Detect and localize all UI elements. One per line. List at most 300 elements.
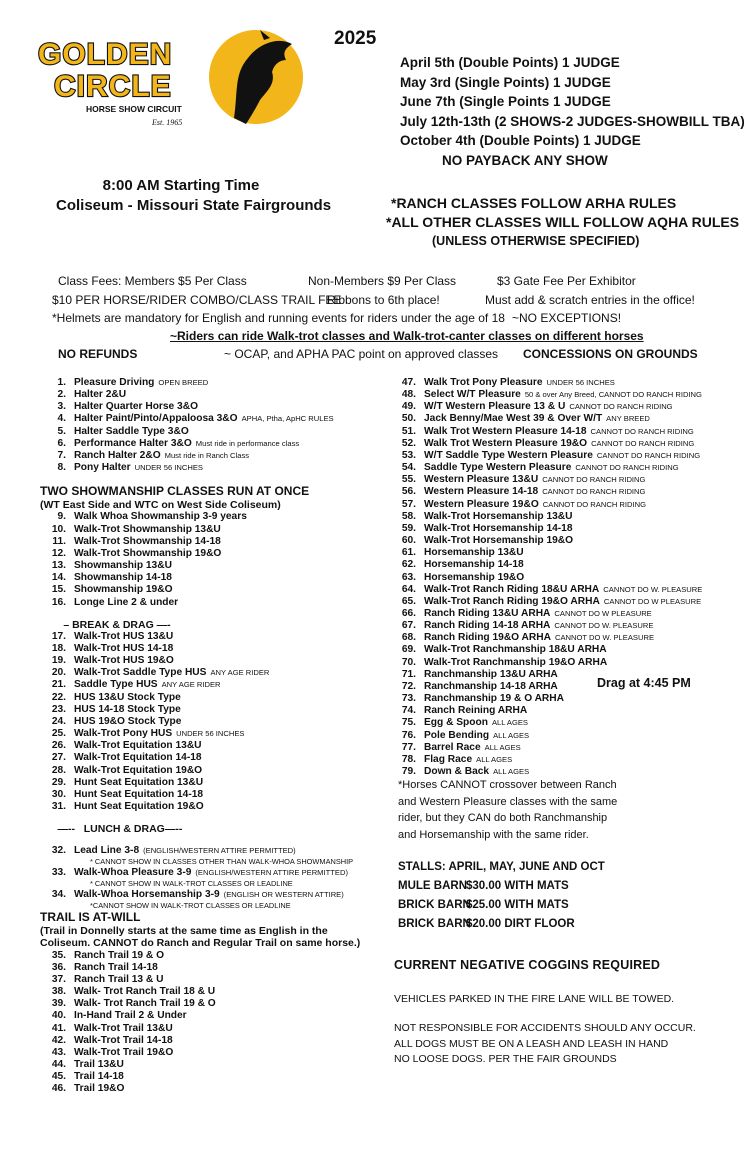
class-name: Walk-Whoa Horsemanship 3-9 xyxy=(74,888,220,900)
class-number: 44. xyxy=(51,1059,66,1070)
class-restriction-note: * CANNOT SHOW IN WALK-TROT CLASSES OR LEADLINE xyxy=(90,879,293,889)
class-name: Walk-Trot Showmanship 19&O xyxy=(74,547,222,559)
class-name: Walk-Trot Trail 19&O xyxy=(74,1046,174,1058)
trail-fee: $10 PER HORSE/RIDER COMBO/CLASS TRAIL FEE xyxy=(52,293,342,307)
class-item xyxy=(38,1059,360,1071)
class-number: 4. xyxy=(57,413,66,425)
class-item xyxy=(38,438,360,450)
class-name: W/T Saddle Type Western Pleasure xyxy=(424,449,593,461)
no-refunds: NO REFUNDS xyxy=(58,347,138,361)
class-note: CANNOT DO RANCH RIDING xyxy=(569,402,673,412)
helmets: *Helmets are mandatory for English and running events for riders under the age of 18 xyxy=(52,311,505,325)
class-number: 62. xyxy=(401,559,416,571)
class-name: Select W/T Pleasure xyxy=(424,389,521,401)
class-number: 74. xyxy=(401,705,416,717)
class-name: Walk-Trot Pony HUS xyxy=(74,728,173,740)
class-number: 37. xyxy=(51,973,66,985)
class-name: Flag Race xyxy=(424,753,473,765)
class-note: ANY AGE RIDER xyxy=(210,668,270,678)
class-item xyxy=(388,450,702,462)
class-item xyxy=(388,742,702,754)
class-item xyxy=(38,667,360,679)
spacer xyxy=(38,609,360,619)
class-number: 25. xyxy=(51,728,66,740)
class-number: 41. xyxy=(51,1022,66,1034)
class-item xyxy=(38,974,360,986)
show-dates xyxy=(400,53,745,170)
date-line: April 5th (Double Points) 1 JUDGE xyxy=(400,55,620,70)
class-name: Walk-Trot Equitation 19&O xyxy=(74,764,203,776)
class-name: Ranch Trail 13 & U xyxy=(74,973,164,985)
class-item xyxy=(388,413,702,425)
class-name: Hunt Seat Equitation 14-18 xyxy=(74,788,204,800)
class-note: ANY AGE RIDER xyxy=(161,680,221,690)
class-name: Walk Trot Western Pleasure 19&O xyxy=(424,437,588,449)
class-name: HUS 13&U Stock Type xyxy=(74,691,181,703)
class-note: CANNOT DO RANCH RIDING xyxy=(596,450,701,460)
class-restriction-note: * CANNOT SHOW IN CLASSES OTHER THAN WALK-WHOA SHOWMANSHIP xyxy=(90,857,354,867)
class-number: 61. xyxy=(401,547,416,559)
stall-price: $25.00 WITH MATS xyxy=(466,899,569,911)
class-number: 49. xyxy=(401,401,416,413)
class-number: 7. xyxy=(57,449,66,461)
class-name: Walk Trot Western Pleasure 14-18 xyxy=(424,425,587,437)
class-number: 50. xyxy=(401,413,416,425)
class-item xyxy=(38,584,360,596)
logo-circle-text: CIRCLE xyxy=(54,70,172,103)
class-item xyxy=(388,632,702,644)
class-item xyxy=(38,643,360,655)
no-payback: NO PAYBACK ANY SHOW xyxy=(442,152,608,168)
class-name: Walk-Trot Horsemanship 13&U xyxy=(424,510,573,522)
class-number: 3. xyxy=(57,401,66,413)
class-note: APHA, Ptha, ApHC RULES xyxy=(241,414,334,424)
class-name: Walk-Trot Ranch Riding 18&U ARHA xyxy=(424,583,600,595)
class-number: 51. xyxy=(401,425,416,437)
class-item xyxy=(38,536,360,548)
ocap-note: ~ OCAP, and APHA PAC point on approved classes xyxy=(224,347,499,361)
class-number: 73. xyxy=(401,693,416,705)
class-item xyxy=(38,752,360,764)
class-note: UNDER 56 INCHES xyxy=(134,463,203,473)
class-item xyxy=(38,401,360,413)
liability-notice xyxy=(394,1021,696,1068)
class-name: Ranch Riding 13&U ARHA xyxy=(424,607,551,619)
class-item xyxy=(38,426,360,438)
class-item xyxy=(38,1083,360,1095)
class-number: 20. xyxy=(51,667,66,679)
class-number: 8. xyxy=(57,462,66,474)
class-number: 64. xyxy=(401,583,416,595)
class-item xyxy=(38,998,360,1010)
class-item xyxy=(388,474,702,486)
class-number: 24. xyxy=(51,715,66,727)
stall-price: $30.00 WITH MATS xyxy=(466,880,569,892)
class-note: (ENGLISH/WESTERN ATTIRE PERMITTED) xyxy=(143,846,296,856)
location: Coliseum - Missouri State Fairgrounds xyxy=(56,197,332,214)
section-heading: TWO SHOWMANSHIP CLASSES RUN AT ONCE xyxy=(40,484,310,499)
class-name: Performance Halter 3&O xyxy=(74,437,192,449)
class-item xyxy=(388,462,702,474)
stalls-title: STALLS: APRIL, MAY, JUNE AND OCT xyxy=(398,861,605,873)
class-number: 18. xyxy=(51,642,66,654)
class-item xyxy=(388,535,702,547)
stall-row xyxy=(398,896,605,915)
class-number: 31. xyxy=(51,801,66,812)
class-name: Walk Trot Pony Pleasure xyxy=(424,377,543,388)
class-name: Down & Back xyxy=(424,766,490,777)
class-name: Ranch Reining ARHA xyxy=(424,705,528,717)
class-number: 26. xyxy=(51,740,66,752)
class-note: ANY BREED xyxy=(606,414,650,424)
class-name: Walk-Trot Ranchmanship 19&O ARHA xyxy=(424,656,608,668)
stall-barn: BRICK BARN xyxy=(398,918,471,930)
class-item xyxy=(388,499,702,511)
class-item xyxy=(38,462,360,474)
class-number: 19. xyxy=(51,655,66,667)
class-item xyxy=(38,655,360,667)
class-number: 17. xyxy=(51,630,66,642)
stall-barn: BRICK BARN xyxy=(398,899,471,911)
class-name: Walk-Trot Saddle Type HUS xyxy=(74,667,207,679)
class-note: ALL AGES xyxy=(493,730,530,740)
logo-graphic xyxy=(34,30,304,130)
class-item xyxy=(388,486,702,498)
class-number: 79. xyxy=(401,766,416,777)
class-note: CANNOT DO RANCH RIDING xyxy=(590,426,694,436)
class-number: 60. xyxy=(401,535,416,547)
stall-row xyxy=(398,877,605,896)
class-note: CANNOT DO W. PLEASURE xyxy=(554,621,654,631)
class-number: 35. xyxy=(51,949,66,961)
class-item xyxy=(38,789,360,801)
ranch-crossover-note: *Horses CANNOT crossover between Ranch and Western Pleasure classes with the same rider, but they CAN do both Ranchmanship and Horsemanship with the same rider. xyxy=(398,779,618,841)
class-note: ALL AGES xyxy=(491,718,528,728)
class-name: Halter Saddle Type 3&O xyxy=(74,425,189,437)
class-number: 21. xyxy=(51,679,66,691)
class-item xyxy=(38,377,360,389)
class-number: 36. xyxy=(51,961,66,973)
class-note: UNDER 56 INCHES xyxy=(176,729,245,739)
class-number: 70. xyxy=(401,656,416,668)
class-name: W/T Western Pleasure 13 & U xyxy=(424,401,566,413)
logo-tagline: HORSE SHOW CIRCUIT xyxy=(86,104,182,114)
class-item xyxy=(38,413,360,425)
class-number: 65. xyxy=(401,595,416,607)
ribbons: Ribbons to 6th place! xyxy=(327,293,440,307)
class-item xyxy=(38,740,360,752)
class-item xyxy=(388,657,702,669)
class-name: Saddle Type HUS xyxy=(74,679,158,691)
class-number: 78. xyxy=(401,753,416,765)
class-number: 52. xyxy=(401,437,416,449)
class-number: 43. xyxy=(51,1046,66,1058)
class-note: CANNOT DO W. PLEASURE xyxy=(603,584,703,594)
class-item xyxy=(38,560,360,572)
class-name: Walk- Trot Ranch Trail 18 & U xyxy=(74,986,216,998)
class-item xyxy=(388,547,702,559)
rule-aqha: *ALL OTHER CLASSES WILL FOLLOW AQHA RULES xyxy=(386,214,740,230)
class-name: Trail 14-18 xyxy=(74,1071,124,1083)
class-note: CANNOT DO RANCH RIDING xyxy=(591,438,695,448)
class-number: 48. xyxy=(401,389,416,401)
class-note: Must ride in Ranch Class xyxy=(164,450,250,460)
class-name: Ranch Trail 14-18 xyxy=(74,961,158,973)
class-item xyxy=(388,584,702,596)
class-item xyxy=(38,1071,360,1083)
class-number: 27. xyxy=(51,752,66,764)
class-number: 68. xyxy=(401,632,416,644)
class-name: Walk-Trot HUS 13&U xyxy=(74,630,174,642)
class-item xyxy=(38,1047,360,1059)
class-name: Showmanship 14-18 xyxy=(74,572,172,584)
class-number: 22. xyxy=(51,691,66,703)
class-number: 30. xyxy=(51,788,66,800)
date-line: July 12th-13th (2 SHOWS-2 JUDGES-SHOWBILL TBA) xyxy=(400,113,745,129)
class-name: Walk-Trot Trail 13&U xyxy=(74,1022,173,1034)
class-item xyxy=(38,845,360,857)
class-item xyxy=(38,962,360,974)
class-item xyxy=(38,679,360,691)
class-item xyxy=(388,511,702,523)
no-exceptions: ~NO EXCEPTIONS! xyxy=(512,311,622,325)
class-number: 6. xyxy=(57,437,66,449)
class-number: 58. xyxy=(401,510,416,522)
class-item xyxy=(388,559,702,571)
golden-circle-logo xyxy=(34,30,304,130)
class-note: CANNOT DO W. PLEASURE xyxy=(554,633,655,643)
class-name: Trail 13&U xyxy=(74,1059,124,1070)
liability-line: ALL DOGS MUST BE ON A LEASH AND LEASH IN HAND xyxy=(394,1037,669,1050)
class-number: 57. xyxy=(401,498,416,510)
class-name: Walk-Trot Horsemanship 14-18 xyxy=(424,522,573,534)
concessions: CONCESSIONS ON GROUNDS xyxy=(523,347,698,361)
class-name: HUS 14-18 Stock Type xyxy=(74,703,181,715)
class-name: Halter 2&U xyxy=(74,389,127,401)
class-note: CANNOT DO W PLEASURE xyxy=(603,596,702,606)
class-number: 38. xyxy=(51,986,66,998)
class-item xyxy=(38,765,360,777)
section-subtext: Coliseum. CANNOT do Ranch and Regular Trail on same horse.) xyxy=(40,937,361,950)
class-number: 12. xyxy=(51,547,66,559)
class-number: 76. xyxy=(401,729,416,741)
rule-ranch: *RANCH CLASSES FOLLOW ARHA RULES xyxy=(391,195,677,211)
fees-nonmembers: Non-Members $9 Per Class xyxy=(308,274,457,288)
class-name: Ranchmanship 14-18 ARHA xyxy=(424,680,558,692)
class-name: Ranchmanship 19 & O ARHA xyxy=(424,693,565,705)
class-item xyxy=(388,644,702,656)
class-item xyxy=(38,777,360,789)
class-name: Walk-Trot Trail 14-18 xyxy=(74,1034,173,1046)
gate-fee: $3 Gate Fee Per Exhibitor xyxy=(497,274,636,288)
class-name: Walk-Trot Ranch Riding 19&O ARHA xyxy=(424,595,600,607)
class-name: Walk Whoa Showmanship 3-9 years xyxy=(74,511,247,523)
class-number: 2. xyxy=(57,389,66,401)
class-number: 47. xyxy=(401,377,416,388)
class-number: 40. xyxy=(51,1010,66,1022)
spacer xyxy=(38,813,360,823)
class-item xyxy=(38,1010,360,1022)
class-name: Ranch Trail 19 & O xyxy=(74,949,165,961)
class-number: 77. xyxy=(401,741,416,753)
class-name: Walk-Trot Equitation 14-18 xyxy=(74,752,202,764)
class-name: Trail 19&O xyxy=(74,1083,125,1095)
class-note: (ENGLISH/WESTERN ATTIRE PERMITTED) xyxy=(195,867,348,877)
class-note: ALL AGES xyxy=(484,742,521,752)
class-name: Pony Halter xyxy=(74,462,131,474)
section-heading: TRAIL IS AT-WILL xyxy=(40,910,141,925)
class-name: Hunt Seat Equitation 19&O xyxy=(74,801,204,812)
class-number: 66. xyxy=(401,607,416,619)
class-note: OPEN BREED xyxy=(158,378,209,387)
class-name: In-Hand Trail 2 & Under xyxy=(74,1010,187,1022)
class-number: 54. xyxy=(401,462,416,474)
class-list-left xyxy=(38,377,360,1095)
class-note: CANNOT DO RANCH RIDING xyxy=(542,475,646,485)
class-number: 14. xyxy=(51,572,66,584)
class-item xyxy=(388,693,702,705)
class-name: Walk-Trot Showmanship 13&U xyxy=(74,523,221,535)
class-number: 55. xyxy=(401,474,416,486)
class-note: CANNOT DO W PLEASURE xyxy=(554,608,652,618)
class-number: 59. xyxy=(401,522,416,534)
class-name: Walk-Trot HUS 19&O xyxy=(74,655,174,667)
stall-barn: MULE BARN xyxy=(398,880,467,892)
entries: Must add & scratch entries in the office! xyxy=(485,293,695,307)
class-note: UNDER 56 INCHES xyxy=(546,378,615,387)
class-note: CANNOT DO RANCH RIDING xyxy=(575,463,679,473)
class-name: Horsemanship 19&O xyxy=(424,571,525,583)
class-name: Walk-Trot Equitation 13&U xyxy=(74,740,202,752)
spacer xyxy=(38,474,360,484)
class-number: 29. xyxy=(51,776,66,788)
class-number: 16. xyxy=(51,596,66,608)
class-item xyxy=(38,1023,360,1035)
class-item xyxy=(38,889,360,901)
class-item xyxy=(388,705,702,717)
section-subtext: (WT East Side and WTC on West Side Coliseum) xyxy=(40,499,281,512)
class-number: 67. xyxy=(401,620,416,632)
class-name: Western Pleasure 14-18 xyxy=(424,486,539,498)
class-item xyxy=(38,572,360,584)
date-line: May 3rd (Single Points) 1 JUDGE xyxy=(400,74,611,90)
class-number: 75. xyxy=(401,717,416,729)
class-item xyxy=(388,717,702,729)
class-restriction-note: *CANNOT SHOW IN WALK-TROT CLASSES OR LEADLINE xyxy=(90,900,291,910)
section-subtext: —-- LUNCH & DRAG—-- xyxy=(40,823,183,836)
class-number: 34. xyxy=(51,888,66,900)
class-name: Walk-Whoa Pleasure 3-9 xyxy=(74,866,192,878)
coggins-notice: CURRENT NEGATIVE COGGINS REQUIRED xyxy=(394,958,661,972)
class-name: Western Pleasure 19&O xyxy=(424,498,539,510)
class-number: 10. xyxy=(51,523,66,535)
class-number: 72. xyxy=(401,680,416,692)
class-item xyxy=(388,620,702,632)
start-info xyxy=(56,176,332,216)
date-line: June 7th (Single Points 1 JUDGE xyxy=(400,94,611,109)
class-item xyxy=(38,389,360,401)
rule-unless: (UNLESS OTHERWISE SPECIFIED) xyxy=(432,234,640,248)
class-name: Walk-Trot Horsemanship 19&O xyxy=(424,535,574,547)
class-item xyxy=(388,754,702,766)
liability-line: NOT RESPONSIBLE FOR ACCIDENTS SHOULD ANY OCCUR. xyxy=(394,1022,696,1034)
class-note: ALL AGES xyxy=(476,754,513,764)
class-name: Showmanship 13&U xyxy=(74,560,172,572)
class-note: CANNOT DO RANCH RIDING xyxy=(542,499,646,509)
class-number: 42. xyxy=(51,1034,66,1046)
class-item xyxy=(38,801,360,813)
logo-golden-text: GOLDEN xyxy=(38,38,173,71)
class-name: Ranch Halter 2&O xyxy=(74,449,161,461)
class-item xyxy=(388,572,702,584)
class-name: Saddle Type Western Pleasure xyxy=(424,462,572,474)
class-name: Ranchmanship 13&U ARHA xyxy=(424,668,558,680)
class-item xyxy=(38,548,360,560)
class-item xyxy=(388,608,702,620)
class-item xyxy=(38,692,360,704)
class-name: Walk-Trot HUS 14-18 xyxy=(74,642,174,654)
class-item xyxy=(38,597,360,609)
class-name: Halter Paint/Pinto/Appaloosa 3&O xyxy=(74,413,238,425)
class-item xyxy=(38,986,360,998)
class-item xyxy=(38,511,360,523)
class-name: Showmanship 19&O xyxy=(74,584,173,596)
class-number: 45. xyxy=(51,1071,66,1083)
class-note: Must ride in performance class xyxy=(195,438,300,448)
class-name: Halter Quarter Horse 3&O xyxy=(74,401,198,413)
class-name: Horsemanship 13&U xyxy=(424,547,524,559)
class-number: 15. xyxy=(51,584,66,596)
class-number: 32. xyxy=(51,845,66,857)
class-item xyxy=(38,631,360,643)
class-name: Lead Line 3-8 xyxy=(74,845,140,857)
class-item xyxy=(38,716,360,728)
class-item xyxy=(388,523,702,535)
class-number: 23. xyxy=(51,703,66,715)
stall-row xyxy=(398,915,605,934)
class-number: 11. xyxy=(52,535,66,547)
class-name: Longe Line 2 & under xyxy=(74,596,179,608)
class-number: 1. xyxy=(57,377,66,388)
class-name: Western Pleasure 13&U xyxy=(424,474,539,486)
class-number: 13. xyxy=(51,560,66,572)
liability-line: NO LOOSE DOGS. PER THE FAIR GROUNDS xyxy=(394,1053,617,1065)
class-number: 33. xyxy=(51,866,66,878)
class-item xyxy=(388,401,702,413)
class-name: Jack Benny/Mae West 39 & Over W/T xyxy=(424,413,603,425)
class-number: 71. xyxy=(401,668,416,680)
class-item xyxy=(388,377,702,389)
fees-members: Class Fees: Members $5 Per Class xyxy=(58,274,247,288)
class-item xyxy=(38,728,360,740)
class-item xyxy=(388,730,702,742)
class-note: (ENGLISH OR WESTERN ATTIRE) xyxy=(223,889,344,899)
class-number: 46. xyxy=(51,1083,66,1095)
drag-time: Drag at 4:45 PM xyxy=(597,676,691,690)
class-number: 9. xyxy=(57,511,66,523)
class-item xyxy=(388,596,702,608)
class-note: 50 & over Any Breed, CANNOT DO RANCH RIDING xyxy=(524,390,702,400)
class-number: 63. xyxy=(401,571,416,583)
class-number: 56. xyxy=(401,486,416,498)
vehicles-notice: VEHICLES PARKED IN THE FIRE LANE WILL BE TOWED. xyxy=(394,993,675,1005)
class-item xyxy=(388,438,702,450)
start-time: 8:00 AM Starting Time xyxy=(102,177,260,194)
section-subtext: – BREAK & DRAG —- xyxy=(40,618,171,631)
class-item xyxy=(388,426,702,438)
class-note: CANNOT DO RANCH RIDING xyxy=(542,487,646,497)
class-item xyxy=(38,524,360,536)
